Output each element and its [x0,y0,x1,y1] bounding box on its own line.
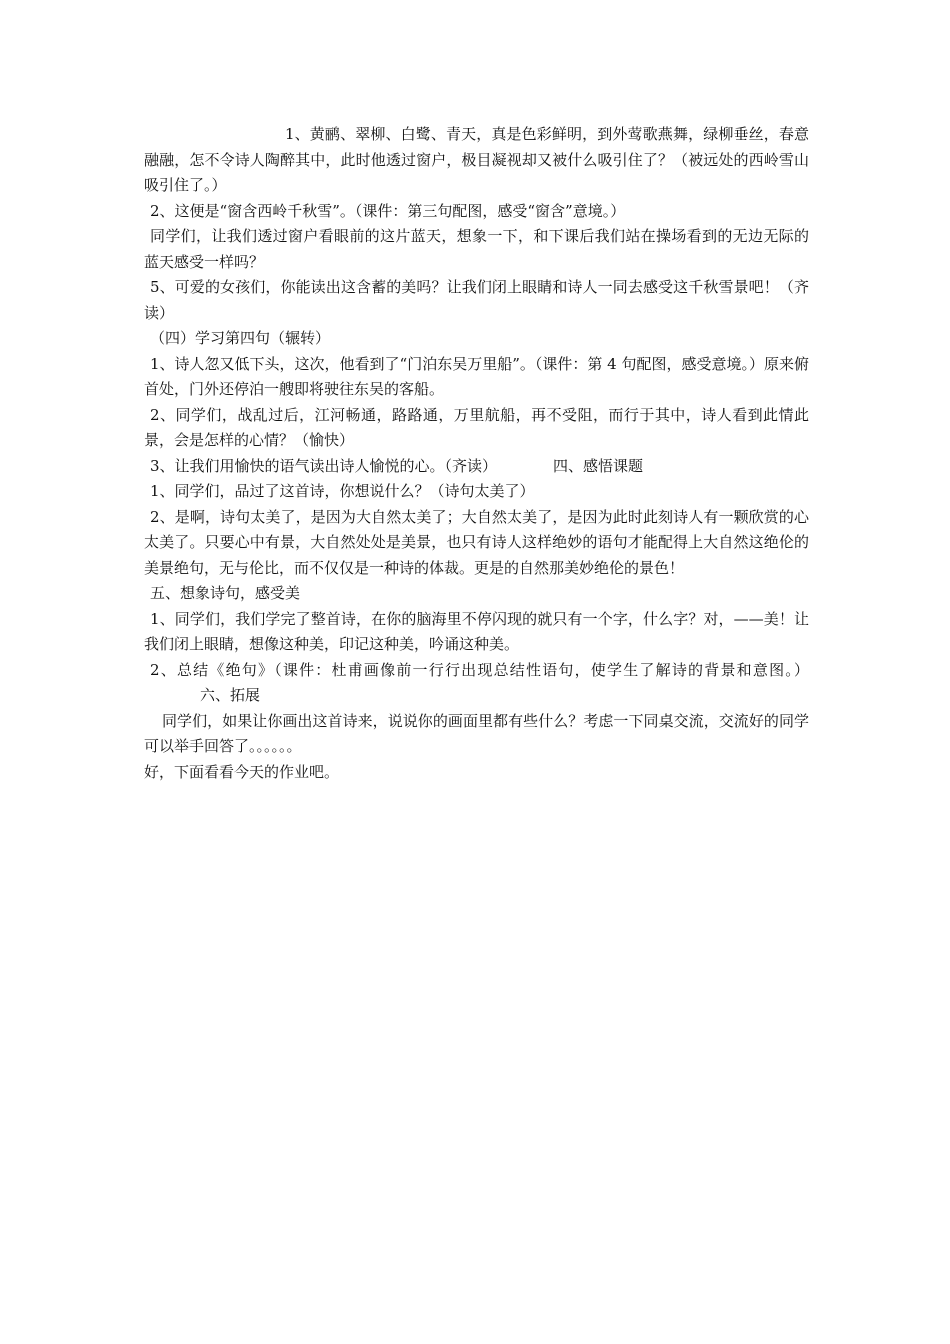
paragraph-10-text: 2、是啊，诗句太美了，是因为大自然太美了；大自然太美了，是因为此时此刻诗人有一颗欣赏的心太美了。只要心中有景，大自然处处是美景，也只有诗人这样绝妙的语句才能配得上大自然这绝伦的美景绝句，无与伦比，而不仅仅是一种诗的体裁。更是的自然那美妙绝伦的景色！ [144,507,809,577]
paragraph-9 [144,479,809,505]
paragraph-13 [144,658,809,709]
paragraph-15 [144,760,809,786]
paragraph-9-text: 1、同学们，品过了这首诗，你想说什么？（诗句太美了） [150,482,535,500]
paragraph-6-text: 1、诗人忽又低下头，这次，他看到了“门泊东吴万里船”。（课件：第 4 句配图，感受意境。）原来俯首处，门外还停泊一艘即将驶往东吴的客船。 [144,354,809,398]
section-heading-4-text: （四）学习第四句（辗转） [150,329,331,347]
paragraph-13-text: 2、总结《绝句》（课件：杜甫画像前一行行出现总结性语句，使学生了解诗的背景和意图。） [150,660,809,679]
paragraph-1 [144,122,809,199]
section-heading-4 [144,326,809,352]
paragraph-14-text: 同学们，如果让你画出这首诗来，说说你的画面里都有些什么？考虑一下同桌交流，交流好的同学可以举手回答了。。。。。。 [144,711,809,755]
paragraph-2-text: 2、这便是“窗含西岭千秋雪”。（课件：第三句配图，感受“窗含”意境。） [150,201,626,220]
document-page [144,122,809,785]
section-heading-imagine [144,581,809,607]
section-heading-imagine-text: 五、想象诗句，感受美 [150,584,301,602]
paragraph-7 [144,403,809,454]
paragraph-4 [144,275,809,326]
paragraph-10 [144,505,809,582]
paragraph-7-text: 2、同学们，战乱过后，江河畅通，路路通，万里航船，再不受阻，而行于其中，诗人看到此情此景，会是怎样的心情？（愉快） [144,405,809,449]
section-heading-five: 四、感悟课题 [553,456,644,475]
paragraph-15-text: 好，下面看看今天的作业吧。 [144,762,340,781]
paragraph-2 [144,199,809,225]
paragraph-3 [144,224,809,275]
paragraph-3-text: 同学们，让我们透过窗户看眼前的这片蓝天，想象一下，和下课后我们站在操场看到的无边无际的蓝天感受一样吗？ [144,227,809,271]
paragraph-6 [144,352,809,403]
paragraph-12-text: 1、同学们，我们学完了整首诗，在你的脑海里不停闪现的就只有一个字，什么字？对，——美！让我们闭上眼睛，想像这种美，印记这种美，吟诵这种美。 [144,609,809,653]
paragraph-4-text: 5、可爱的女孩们，你能读出这含蓄的美吗？让我们闭上眼睛和诗人一同去感受这千秋雪景吧！（齐读） [144,278,809,322]
paragraph-8-text: 3、让我们用愉快的语气读出诗人愉悦的心。（齐读） [150,456,498,475]
section-heading-extend: 六、拓展 [200,686,261,704]
paragraph-8 [144,454,809,480]
paragraph-12 [144,607,809,658]
paragraph-1-text: 1、黄鹂、翠柳、白鹭、青天，真是色彩鲜明，到外莺歌燕舞，绿柳垂丝，春意融融，怎不令诗人陶醉其中，此时他透过窗户，极目凝视却又被什么吸引住了？（被远处的西岭雪山吸引住了。） [144,125,809,194]
paragraph-14 [144,709,809,760]
